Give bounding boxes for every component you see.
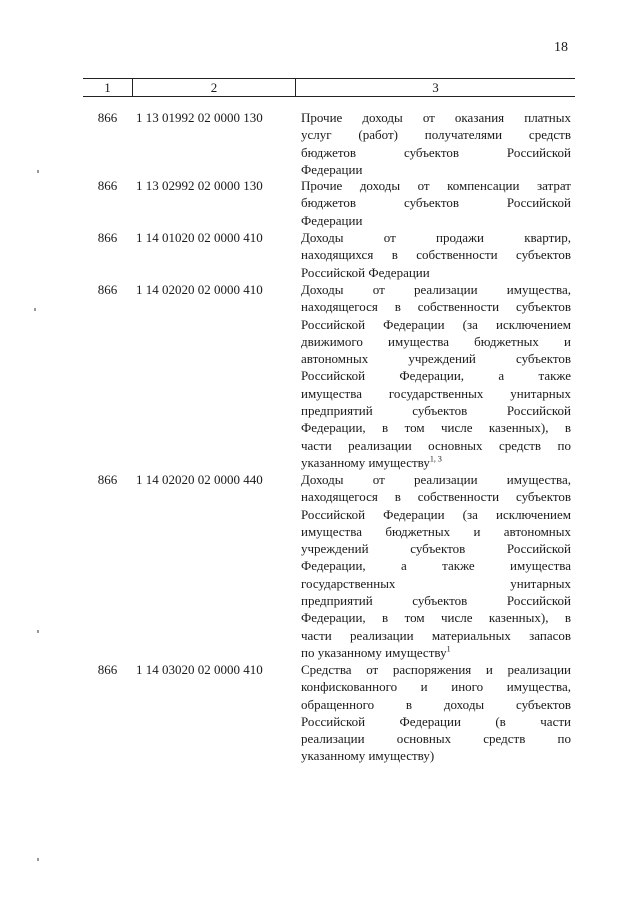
revenue-description xyxy=(301,109,571,178)
description-line: Федерации, в том числе казенных), в xyxy=(301,610,571,626)
scan-speck xyxy=(37,858,39,861)
budget-classification-code: 1 14 03020 02 0000 410 xyxy=(136,662,263,677)
header-col-2: 2 xyxy=(133,79,296,96)
description-line: бюджетов субъектов Российской xyxy=(301,195,571,211)
description-line: услуг (работ) получателями средств xyxy=(301,127,571,143)
description-line: Прочие доходы от компенсации затрат xyxy=(301,178,571,193)
revenue-description xyxy=(301,177,571,229)
description-line: имущества государственных унитарных xyxy=(301,385,571,401)
budget-classification-code: 1 14 02020 02 0000 410 xyxy=(136,282,263,297)
description-line: движимого имущества бюджетных и xyxy=(301,333,571,349)
admin-code: 866 xyxy=(97,662,118,677)
description-line: обращенного в доходы субъектов xyxy=(301,696,571,712)
description-line: предприятий субъектов Российской xyxy=(301,403,571,419)
description-line: Доходы от реализации имущества, xyxy=(301,472,571,487)
budget-classification-code: 1 14 01020 02 0000 410 xyxy=(136,230,263,245)
description-line: реализации основных средств по xyxy=(301,731,571,747)
description-line: части реализации основных средств по xyxy=(301,437,571,453)
description-line: Доходы от продажи квартир, xyxy=(301,230,571,245)
description-line: Средства от распоряжения и реализации xyxy=(301,662,571,677)
header-col-3: 3 xyxy=(432,80,439,95)
description-line: учреждений субъектов Российской xyxy=(301,541,571,557)
footnote-marker: 1 xyxy=(446,644,451,654)
description-line: имущества бюджетных и автономных xyxy=(301,523,571,539)
table-row xyxy=(83,471,575,661)
description-line: автономных учреждений субъектов xyxy=(301,351,571,367)
footnote-marker: 1, 3 xyxy=(429,454,442,464)
admin-code: 866 xyxy=(97,110,118,125)
table-row xyxy=(83,177,575,229)
scan-speck xyxy=(34,308,36,311)
budget-classification-code: 1 13 01992 02 0000 130 xyxy=(136,110,263,125)
description-line: указанному имуществу) xyxy=(301,748,435,764)
revenue-description xyxy=(301,229,571,281)
header-col-1: 1 xyxy=(83,79,133,96)
description-line: Федерации xyxy=(301,212,363,228)
description-line: конфискованного и иного имущества, xyxy=(301,679,571,695)
description-line: Российской Федерации (за исключением xyxy=(301,316,571,332)
description-line: предприятий субъектов Российской xyxy=(301,593,571,609)
description-line: части реализации материальных запасов xyxy=(301,627,571,643)
description-line: находящегося в собственности субъектов xyxy=(301,299,571,315)
description-line: бюджетов субъектов Российской xyxy=(301,144,571,160)
admin-code: 866 xyxy=(97,178,118,193)
table-header xyxy=(83,78,575,97)
description-line: находящегося в собственности субъектов xyxy=(301,489,571,505)
description-line: Федерации xyxy=(301,161,363,177)
description-line: Российской Федерации (за исключением xyxy=(301,506,571,522)
admin-code: 866 xyxy=(97,230,118,245)
revenue-description xyxy=(301,471,571,661)
page-number: 18 xyxy=(554,40,568,55)
budget-classification-code: 1 13 02992 02 0000 130 xyxy=(136,178,263,193)
table-row xyxy=(83,109,575,178)
description-line: Российской Федерации (в части xyxy=(301,713,571,729)
description-line: Российской Федерации, а также xyxy=(301,368,571,384)
table-row xyxy=(83,661,575,765)
description-line: по указанному имуществу$^1$ xyxy=(301,644,451,660)
description-line: Доходы от реализации имущества, xyxy=(301,282,571,297)
scan-speck xyxy=(37,170,39,173)
revenue-description xyxy=(301,281,571,471)
table-row xyxy=(83,229,575,281)
description-line: Федерации, а также имущества xyxy=(301,558,571,574)
description-line: Российской Федерации xyxy=(301,264,430,280)
description-line: Прочие доходы от оказания платных xyxy=(301,110,571,125)
description-line: находящихся в собственности субъектов xyxy=(301,247,571,263)
budget-classification-code: 1 14 02020 02 0000 440 xyxy=(136,472,263,487)
table-row xyxy=(83,281,575,471)
description-line: государственных унитарных xyxy=(301,575,571,591)
description-line: указанному имуществу$^{1, 3}$ xyxy=(301,454,442,470)
scan-speck xyxy=(37,630,39,633)
admin-code: 866 xyxy=(97,472,118,487)
admin-code: 866 xyxy=(97,282,118,297)
revenue-description xyxy=(301,661,571,765)
description-line: Федерации, в том числе казенных), в xyxy=(301,420,571,436)
